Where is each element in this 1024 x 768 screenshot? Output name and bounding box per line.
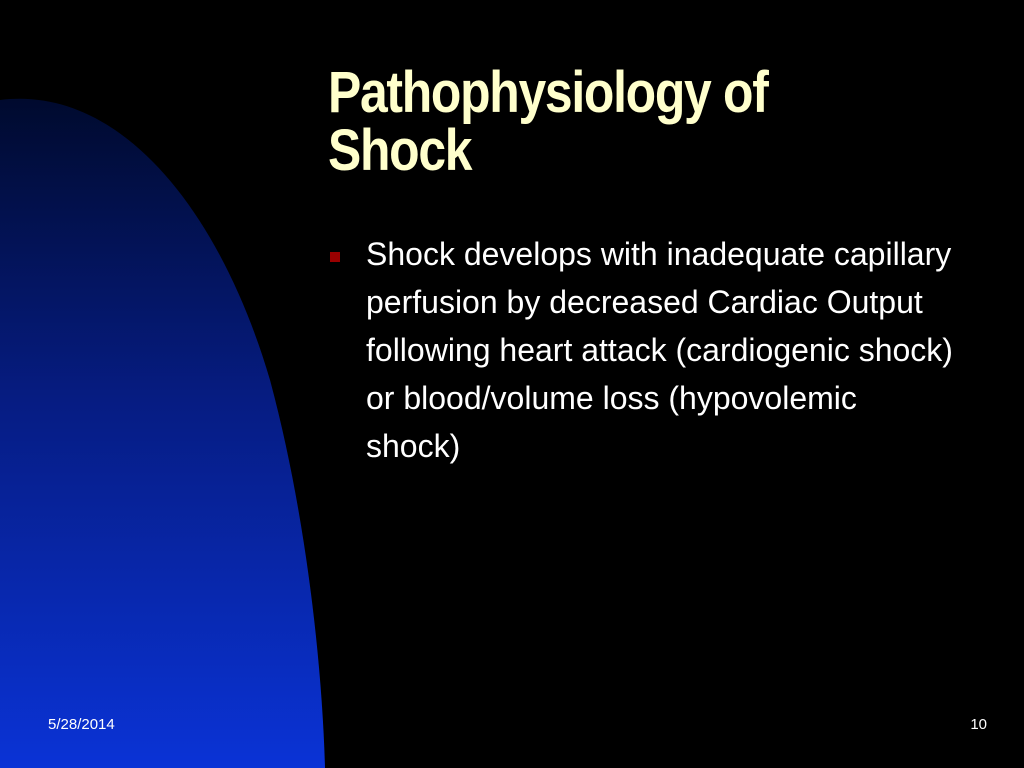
bullet-square-icon bbox=[330, 252, 340, 262]
slide-number: 10 bbox=[970, 716, 987, 733]
slide-body bbox=[328, 230, 968, 470]
bullet-text: Shock develops with inadequate capillary perfusion by decreased Cardiac Output following heart attack (cardiogenic shock) or blood/volume loss (hypovolemic shock) bbox=[366, 236, 953, 464]
slide-title-line-1: Pathophysiology of bbox=[328, 60, 768, 125]
slide-title bbox=[328, 60, 878, 183]
footer-date: 5/28/2014 bbox=[48, 716, 115, 733]
bullet-item bbox=[328, 230, 968, 470]
background-arc-shape bbox=[0, 99, 325, 768]
slide-title-line-2: Shock bbox=[328, 118, 472, 183]
